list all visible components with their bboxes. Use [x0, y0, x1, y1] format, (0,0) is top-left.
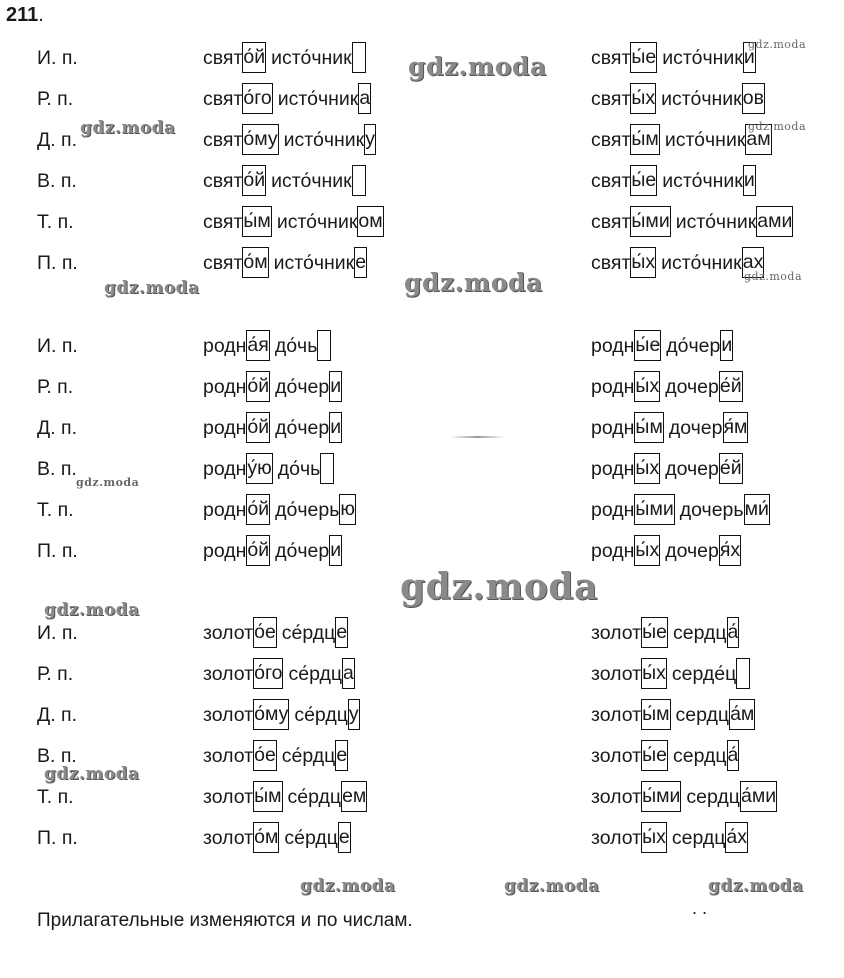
plural-phrase: [591, 739, 739, 773]
noun-stem: исто́чник: [271, 170, 352, 192]
noun-ending-box: и: [329, 535, 342, 566]
noun-stem: до́чь: [277, 458, 321, 480]
declension-row: [0, 123, 844, 157]
singular-phrase: [203, 164, 366, 198]
adjective-stem: золот: [203, 827, 254, 849]
case-label: П. п.: [37, 827, 78, 849]
noun-ending-box: а: [358, 83, 371, 114]
declension-row: [0, 82, 844, 116]
plural-phrase: [591, 164, 756, 198]
adjective-ending-box: ы́ми: [634, 494, 674, 525]
noun-stem: исто́чник: [662, 47, 743, 69]
noun-stem: сердц: [672, 745, 727, 767]
noun-ending-box: а́: [727, 740, 740, 771]
declension-row: [0, 780, 844, 814]
singular-phrase: [203, 205, 384, 239]
noun-ending-box: у: [364, 124, 376, 155]
singular-phrase: [203, 534, 342, 568]
singular-phrase: [203, 246, 367, 280]
noun-ending-box: а: [342, 658, 355, 689]
noun-stem: исто́чник: [664, 129, 746, 151]
plural-phrase: [591, 780, 777, 814]
case-label: Т. п.: [37, 786, 74, 808]
noun-ending-box: ов: [742, 83, 765, 114]
declension-row: [0, 164, 844, 198]
noun-stem: исто́чник: [661, 252, 742, 274]
adjective-stem: родн: [203, 417, 247, 439]
adjective-stem: свят: [591, 211, 631, 233]
noun-ending-box: ах: [742, 247, 765, 278]
noun-ending-box: [352, 165, 366, 196]
singular-phrase: [203, 821, 351, 855]
noun-stem: дочерь: [679, 499, 744, 521]
adjective-ending-box: ы́х: [630, 83, 656, 114]
case-label: Р. п.: [37, 376, 74, 398]
noun-ending-box: и: [743, 42, 756, 73]
case-label: П. п.: [37, 540, 78, 562]
noun-stem: се́рдц: [281, 745, 336, 767]
adjective-stem: родн: [203, 376, 247, 398]
case-label: В. п.: [37, 745, 77, 767]
noun-ending-box: я́х: [719, 535, 741, 566]
adjective-stem: золот: [203, 704, 254, 726]
plural-phrase: [591, 205, 793, 239]
noun-stem: до́чер: [275, 540, 330, 562]
adjective-ending-box: ы́м: [630, 124, 659, 155]
noun-ending-box: и: [329, 412, 342, 443]
adjective-stem: родн: [591, 335, 635, 357]
adjective-stem: родн: [203, 540, 247, 562]
singular-phrase: [203, 82, 371, 116]
watermark: gdz.moda: [44, 600, 140, 620]
noun-ending-box: [320, 453, 334, 484]
adjective-stem: золот: [591, 786, 642, 808]
adjective-stem: золот: [591, 663, 642, 685]
noun-stem: сердц: [672, 622, 727, 644]
conclusion-note: Прилагательные изменяются и по числам.: [37, 910, 413, 931]
adjective-ending-box: ы́е: [641, 740, 668, 771]
declension-row: [0, 493, 844, 527]
adjective-ending-box: ы́х: [641, 658, 667, 689]
adjective-ending-box: ы́е: [634, 330, 661, 361]
declension-row: [0, 739, 844, 773]
noun-ending-box: ем: [341, 781, 367, 812]
adjective-stem: золот: [203, 622, 254, 644]
plural-phrase: [591, 329, 733, 363]
plural-phrase: [591, 82, 765, 116]
case-label: П. п.: [37, 252, 78, 274]
noun-stem: до́чер: [275, 417, 330, 439]
noun-ending-box: е: [335, 617, 348, 648]
declension-row: [0, 370, 844, 404]
case-label: В. п.: [37, 458, 77, 480]
watermark: gdz.moda: [300, 876, 396, 896]
noun-ending-box: ам: [745, 124, 771, 155]
adjective-ending-box: о́м: [242, 247, 268, 278]
singular-phrase: [203, 123, 376, 157]
adjective-ending-box: ы́ми: [641, 781, 681, 812]
adjective-stem: золот: [591, 827, 642, 849]
noun-stem: исто́чник: [283, 129, 365, 151]
declension-row: [0, 616, 844, 650]
adjective-ending-box: у́ю: [246, 453, 272, 484]
noun-stem: дочер: [665, 458, 719, 480]
noun-ending-box: у: [348, 699, 360, 730]
noun-stem: се́рдц: [288, 663, 343, 685]
noun-stem: сердц: [686, 786, 740, 808]
plural-phrase: [591, 123, 772, 157]
plural-phrase: [591, 493, 770, 527]
adjective-ending-box: а́я: [246, 330, 269, 361]
noun-ending-box: я́м: [723, 412, 749, 443]
watermark: gdz.moda: [104, 278, 200, 298]
noun-ending-box: и: [720, 330, 733, 361]
adjective-ending-box: ы́е: [630, 165, 657, 196]
declension-row: [0, 246, 844, 280]
noun-stem: серде́ц: [671, 663, 737, 685]
watermark: gdz.moda: [400, 566, 598, 608]
adjective-ending-box: о́е: [253, 617, 277, 648]
declension-row: [0, 411, 844, 445]
adjective-ending-box: ы́м: [253, 781, 282, 812]
adjective-stem: свят: [203, 88, 243, 110]
adjective-ending-box: о́му: [242, 124, 278, 155]
adjective-stem: родн: [591, 376, 635, 398]
declension-row: [0, 329, 844, 363]
plural-phrase: [591, 411, 748, 445]
noun-ending-box: и: [329, 371, 342, 402]
singular-phrase: [203, 452, 334, 486]
adjective-ending-box: ы́х: [630, 247, 656, 278]
noun-stem: се́рдц: [294, 704, 348, 726]
adjective-ending-box: о́го: [253, 658, 283, 689]
adjective-stem: родн: [591, 458, 635, 480]
noun-ending-box: е: [335, 740, 348, 771]
adjective-stem: родн: [203, 335, 247, 357]
noun-stem: исто́чник: [277, 88, 359, 110]
singular-phrase: [203, 329, 331, 363]
singular-phrase: [203, 41, 366, 75]
plural-phrase: [591, 821, 748, 855]
adjective-ending-box: о́й: [246, 494, 270, 525]
noun-ending-box: е: [338, 822, 351, 853]
case-label: Т. п.: [37, 211, 74, 233]
noun-stem: дочер: [665, 540, 719, 562]
adjective-ending-box: ы́м: [641, 699, 670, 730]
adjective-ending-box: о́го: [242, 83, 272, 114]
noun-stem: се́рдц: [284, 827, 338, 849]
adjective-ending-box: ы́м: [242, 206, 271, 237]
watermark: gdz.moda: [748, 38, 807, 51]
noun-ending-box: е: [354, 247, 367, 278]
adjective-ending-box: ы́х: [634, 535, 660, 566]
adjective-stem: свят: [203, 211, 243, 233]
adjective-ending-box: о́й: [242, 165, 266, 196]
plural-phrase: [591, 452, 743, 486]
noun-stem: дочер: [668, 417, 723, 439]
plural-phrase: [591, 246, 764, 280]
adjective-stem: свят: [591, 47, 631, 69]
noun-stem: исто́чник: [662, 170, 743, 192]
case-label: Д. п.: [37, 704, 78, 726]
adjective-stem: золот: [203, 786, 254, 808]
adjective-ending-box: о́м: [253, 822, 279, 853]
adjective-ending-box: о́й: [246, 371, 270, 402]
declension-row: [0, 452, 844, 486]
adjective-stem: золот: [591, 622, 642, 644]
declension-row: [0, 205, 844, 239]
plural-phrase: [591, 698, 755, 732]
noun-stem: се́рдц: [281, 622, 336, 644]
declension-row: [0, 821, 844, 855]
singular-phrase: [203, 493, 356, 527]
adjective-stem: родн: [203, 458, 247, 480]
adjective-stem: свят: [203, 47, 243, 69]
adjective-stem: свят: [591, 88, 631, 110]
noun-stem: до́чер: [666, 335, 721, 357]
adjective-stem: свят: [203, 129, 243, 151]
exercise-number: 211.: [6, 4, 44, 26]
case-label: И. п.: [37, 47, 78, 69]
case-label: Д. п.: [37, 417, 78, 439]
declension-row: [0, 657, 844, 691]
noun-ending-box: и: [743, 165, 756, 196]
watermark: gdz.moda: [80, 118, 176, 138]
plural-phrase: [591, 370, 743, 404]
singular-phrase: [203, 370, 342, 404]
adjective-ending-box: ы́м: [634, 412, 663, 443]
plural-phrase: [591, 657, 750, 691]
noun-ending-box: ом: [357, 206, 383, 237]
noun-stem: дочер: [665, 376, 719, 398]
plural-phrase: [591, 616, 739, 650]
watermark: gdz.moda: [404, 268, 543, 297]
noun-stem: исто́чник: [271, 47, 352, 69]
adjective-stem: родн: [591, 417, 635, 439]
singular-phrase: [203, 657, 355, 691]
noun-stem: до́чь: [274, 335, 318, 357]
case-label: Т. п.: [37, 499, 74, 521]
adjective-stem: золот: [203, 663, 254, 685]
noun-ending-box: [317, 330, 331, 361]
stray-marks: . .: [692, 898, 708, 918]
noun-stem: исто́чник: [675, 211, 757, 233]
singular-phrase: [203, 616, 348, 650]
noun-ending-box: ми́: [744, 494, 770, 525]
noun-stem: исто́чник: [276, 211, 358, 233]
singular-phrase: [203, 739, 348, 773]
case-label: И. п.: [37, 622, 78, 644]
noun-ending-box: а́ми: [740, 781, 777, 812]
watermark: gdz.moda: [708, 876, 804, 896]
declension-row: [0, 534, 844, 568]
singular-phrase: [203, 411, 342, 445]
adjective-stem: свят: [203, 170, 243, 192]
adjective-stem: золот: [203, 745, 254, 767]
watermark: gdz.moda: [408, 52, 547, 81]
adjective-ending-box: ы́ми: [630, 206, 670, 237]
watermark: gdz.moda: [44, 764, 140, 784]
adjective-ending-box: ы́е: [641, 617, 668, 648]
adjective-stem: свят: [591, 252, 631, 274]
noun-stem: до́чер: [275, 376, 330, 398]
adjective-stem: золот: [591, 745, 642, 767]
noun-stem: сердц: [671, 827, 726, 849]
adjective-ending-box: ы́х: [634, 453, 660, 484]
noun-stem: се́рдц: [287, 786, 342, 808]
adjective-stem: свят: [591, 170, 631, 192]
noun-ending-box: е́й: [719, 371, 743, 402]
adjective-ending-box: ы́х: [641, 822, 667, 853]
adjective-ending-box: о́е: [253, 740, 277, 771]
declension-row: [0, 41, 844, 75]
noun-stem: сердц: [675, 704, 730, 726]
noun-ending-box: [736, 658, 750, 689]
case-label: Р. п.: [37, 663, 74, 685]
noun-stem: до́черь: [275, 499, 340, 521]
case-label: И. п.: [37, 335, 78, 357]
plural-phrase: [591, 41, 756, 75]
singular-phrase: [203, 698, 360, 732]
declension-row: [0, 698, 844, 732]
singular-phrase: [203, 780, 367, 814]
case-label: Р. п.: [37, 88, 74, 110]
adjective-ending-box: о́й: [246, 412, 270, 443]
adjective-ending-box: о́й: [246, 535, 270, 566]
noun-ending-box: е́й: [719, 453, 743, 484]
adjective-ending-box: ы́х: [634, 371, 660, 402]
noun-stem: исто́чник: [273, 252, 355, 274]
adjective-stem: родн: [203, 499, 247, 521]
scan-smudge: [450, 436, 505, 438]
noun-ending-box: [352, 42, 366, 73]
watermark: gdz.moda: [504, 876, 600, 896]
noun-stem: исто́чник: [661, 88, 742, 110]
plural-phrase: [591, 534, 741, 568]
case-label: В. п.: [37, 170, 77, 192]
noun-ending-box: а́х: [725, 822, 748, 853]
adjective-stem: родн: [591, 540, 635, 562]
adjective-stem: золот: [591, 704, 642, 726]
watermark: gdz.moda: [748, 120, 807, 133]
watermark: gdz.moda: [76, 476, 140, 489]
adjective-ending-box: ы́е: [630, 42, 657, 73]
adjective-ending-box: о́й: [242, 42, 266, 73]
watermark: gdz.moda: [744, 270, 803, 283]
noun-ending-box: ами: [756, 206, 793, 237]
noun-ending-box: а́: [727, 617, 740, 648]
noun-ending-box: а́м: [729, 699, 755, 730]
noun-ending-box: ю: [339, 494, 356, 525]
adjective-stem: свят: [203, 252, 243, 274]
case-label: Д. п.: [37, 129, 78, 151]
adjective-stem: родн: [591, 499, 635, 521]
adjective-ending-box: о́му: [253, 699, 289, 730]
adjective-stem: свят: [591, 129, 631, 151]
